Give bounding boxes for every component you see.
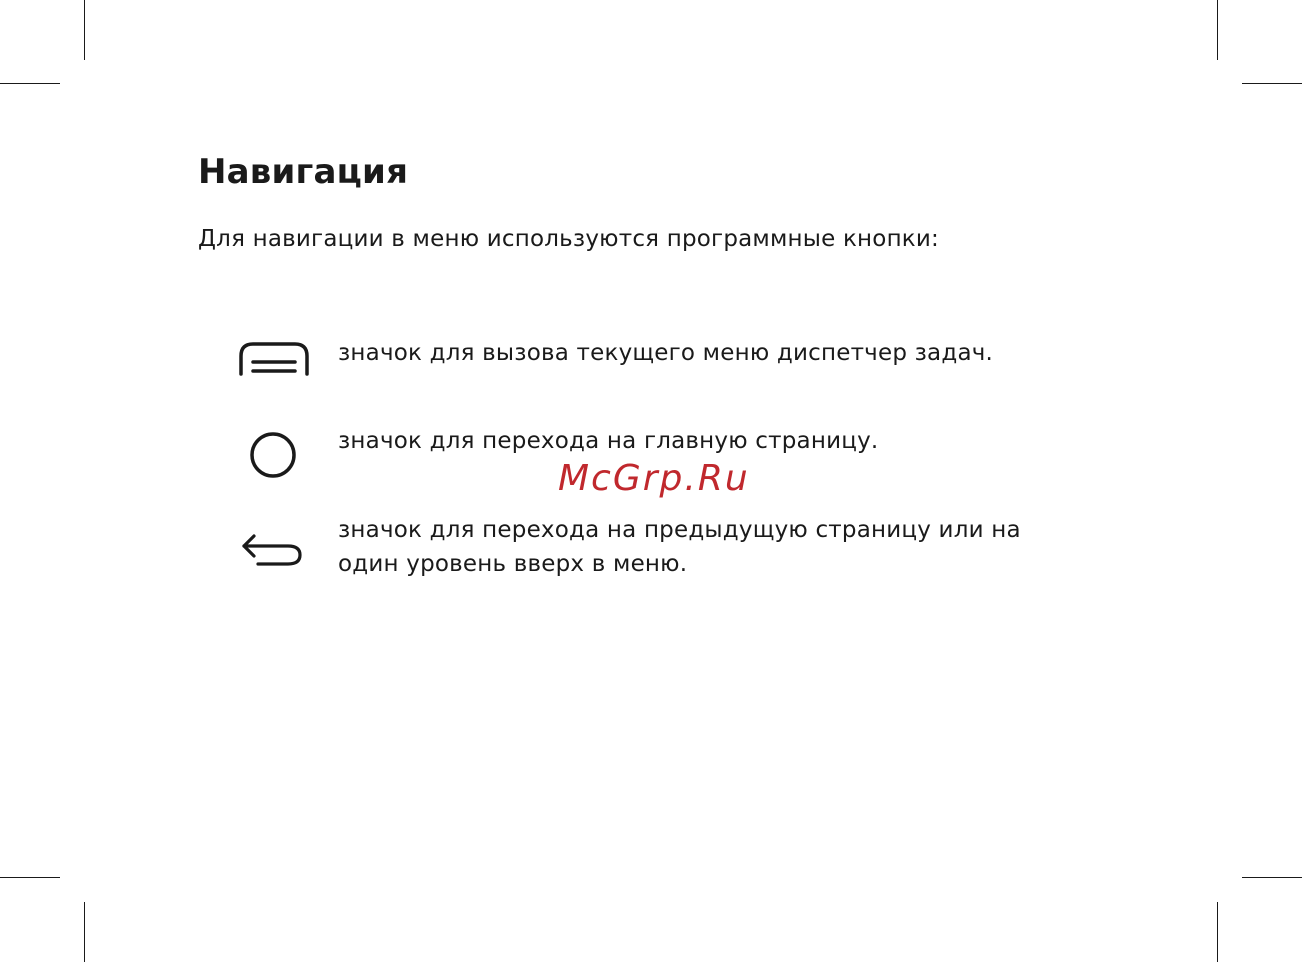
list-item: значок для вызова текущего меню диспетчер задач. [338, 340, 994, 366]
crop-mark [1217, 0, 1218, 60]
watermark: McGrp.Ru [558, 458, 750, 499]
crop-mark [1242, 83, 1302, 84]
home-icon [238, 430, 310, 478]
crop-mark [1242, 877, 1302, 878]
crop-mark [84, 902, 85, 962]
list-item [338, 513, 1021, 581]
list-item-line: значок для перехода на предыдущую страницу или на [338, 517, 1021, 543]
intro-text: Для навигации в меню используются программные кнопки: [198, 226, 939, 252]
page-title: Навигация [198, 152, 409, 192]
back-icon [238, 528, 310, 576]
crop-mark [84, 0, 85, 60]
list-item: значок для перехода на главную страницу. [338, 428, 879, 454]
crop-mark [1217, 902, 1218, 962]
list-item-line: один уровень вверх в меню. [338, 551, 688, 577]
recent-apps-icon [238, 336, 310, 384]
crop-mark [0, 877, 60, 878]
crop-mark [0, 83, 60, 84]
